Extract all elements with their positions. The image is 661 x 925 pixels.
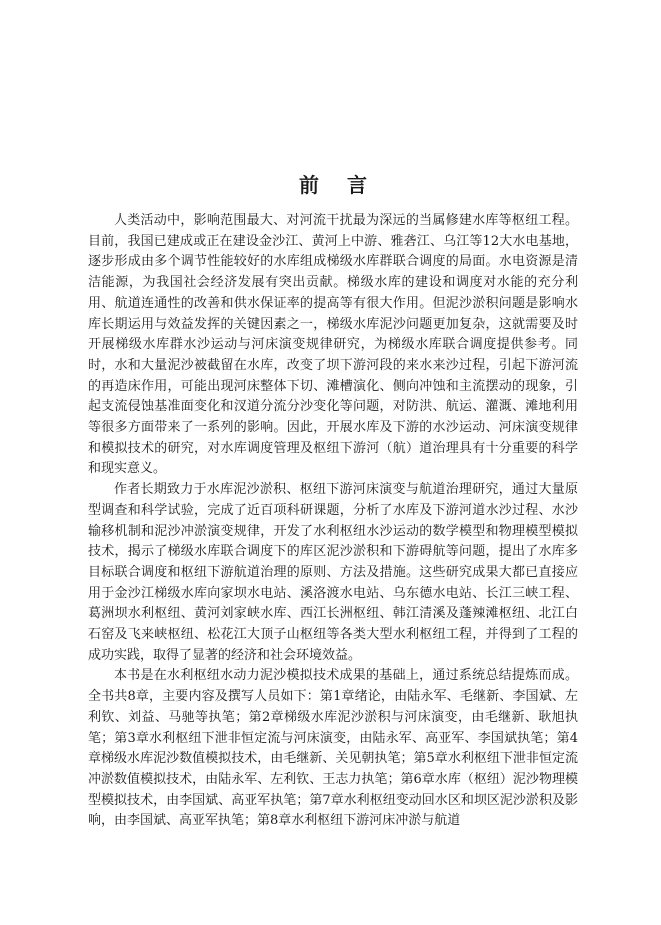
document-body (88, 211, 578, 832)
paragraph-2: 作者长期致力于水库泥沙淤积、枢纽下游河床演变与航道治理研究，通过大量原型调查和科学试验，完成了近百项科研课题，分析了水库及下游河道水沙过程、水沙输移机制和泥沙冲淤演变规律，开发了水利枢纽水沙运动的数学模型和物理模型模拟技术，揭示了梯级水库联合调度下的库区泥沙淤积和下游碍航等问题，提出了水库多目标联合调度和枢纽下游航道治理的原则、方法及措施。这些研究成果大都已直接应用于金沙江梯级水库向家坝水电站、溪洛渡水电站、乌东德水电站、长江三峡工程、葛洲坝水利枢纽、黄河刘家峡水库、西江长洲枢纽、韩江清溪及蓬辣滩枢纽、北江白石窑及飞来峡枢纽、松花江大顶子山枢纽等各类大型水利枢纽工程，并得到了工程的成功实践，取得了显著的经济和社会环境效益。 (88, 482, 578, 663)
paragraph-3: 本书是在水利枢纽水动力泥沙模拟技术成果的基础上，通过系统总结提炼而成。全书共8章，主要内容及撰写人员如下：第1章绪论，由陆永军、毛继新、李国斌、左利钦、刘益、马驰等执笔；第2章梯级水库泥沙淤积与河床演变，由毛继新、耿旭执笔；第3章水利枢纽下泄非恒定流与河床演变，由陆永军、高亚军、李国斌执笔；第4章梯级水库泥沙数值模拟技术，由毛继新、关见朝执笔；第5章水利枢纽下泄非恒定流冲淤数值模拟技术，由陆永军、左利钦、王志力执笔；第6章水库（枢纽）泥沙物理模型模拟技术，由李国斌、高亚军执笔；第7章水利枢纽变动回水区和坝区泥沙淤积及影响，由李国斌、高亚军执笔；第8章水利枢纽下游河床冲淤与航道 (88, 668, 578, 829)
page-title: 前言 (299, 173, 395, 197)
paragraph-1: 人类活动中，影响范围最大、对河流干扰最为深远的当属修建水库等枢纽工程。目前，我国已建成或正在建设金沙江、黄河上中游、雅砻江、乌江等12大水电基地，逐步形成由多个调节性能较好的水库组成梯级水库群联合调度的局面。水电资源是清洁能源，为我国社会经济发展有突出贡献。梯级水库的建设和调度对水能的充分利用、航道连通性的改善和供水保证率的提高等有很大作用。但泥沙淤积问题是影响水库长期运用与效益发挥的关键因素之一，梯级水库泥沙问题更加复杂，这就需要及时开展梯级水库群水沙运动与河床演变规律研究，为梯级水库联合调度提供参考。同时，水和大量泥沙被截留在水库，改变了坝下游河段的来水来沙过程，引起下游河流的再造床作用，可能出现河床整体下切、滩槽演化、侧向冲蚀和主流摆动的现象，引起支流侵蚀基准面变化和汊道分流分沙变化等问题，对防洪、航运、灌溉、滩地利用等很多方面带来了一系列的影响。因此，开展水库及下游的水沙运动、河床演变规律和模拟技术的研究，对水库调度管理及枢纽下游河（航）道治理具有十分重要的科学和现实意义。 (88, 213, 578, 477)
